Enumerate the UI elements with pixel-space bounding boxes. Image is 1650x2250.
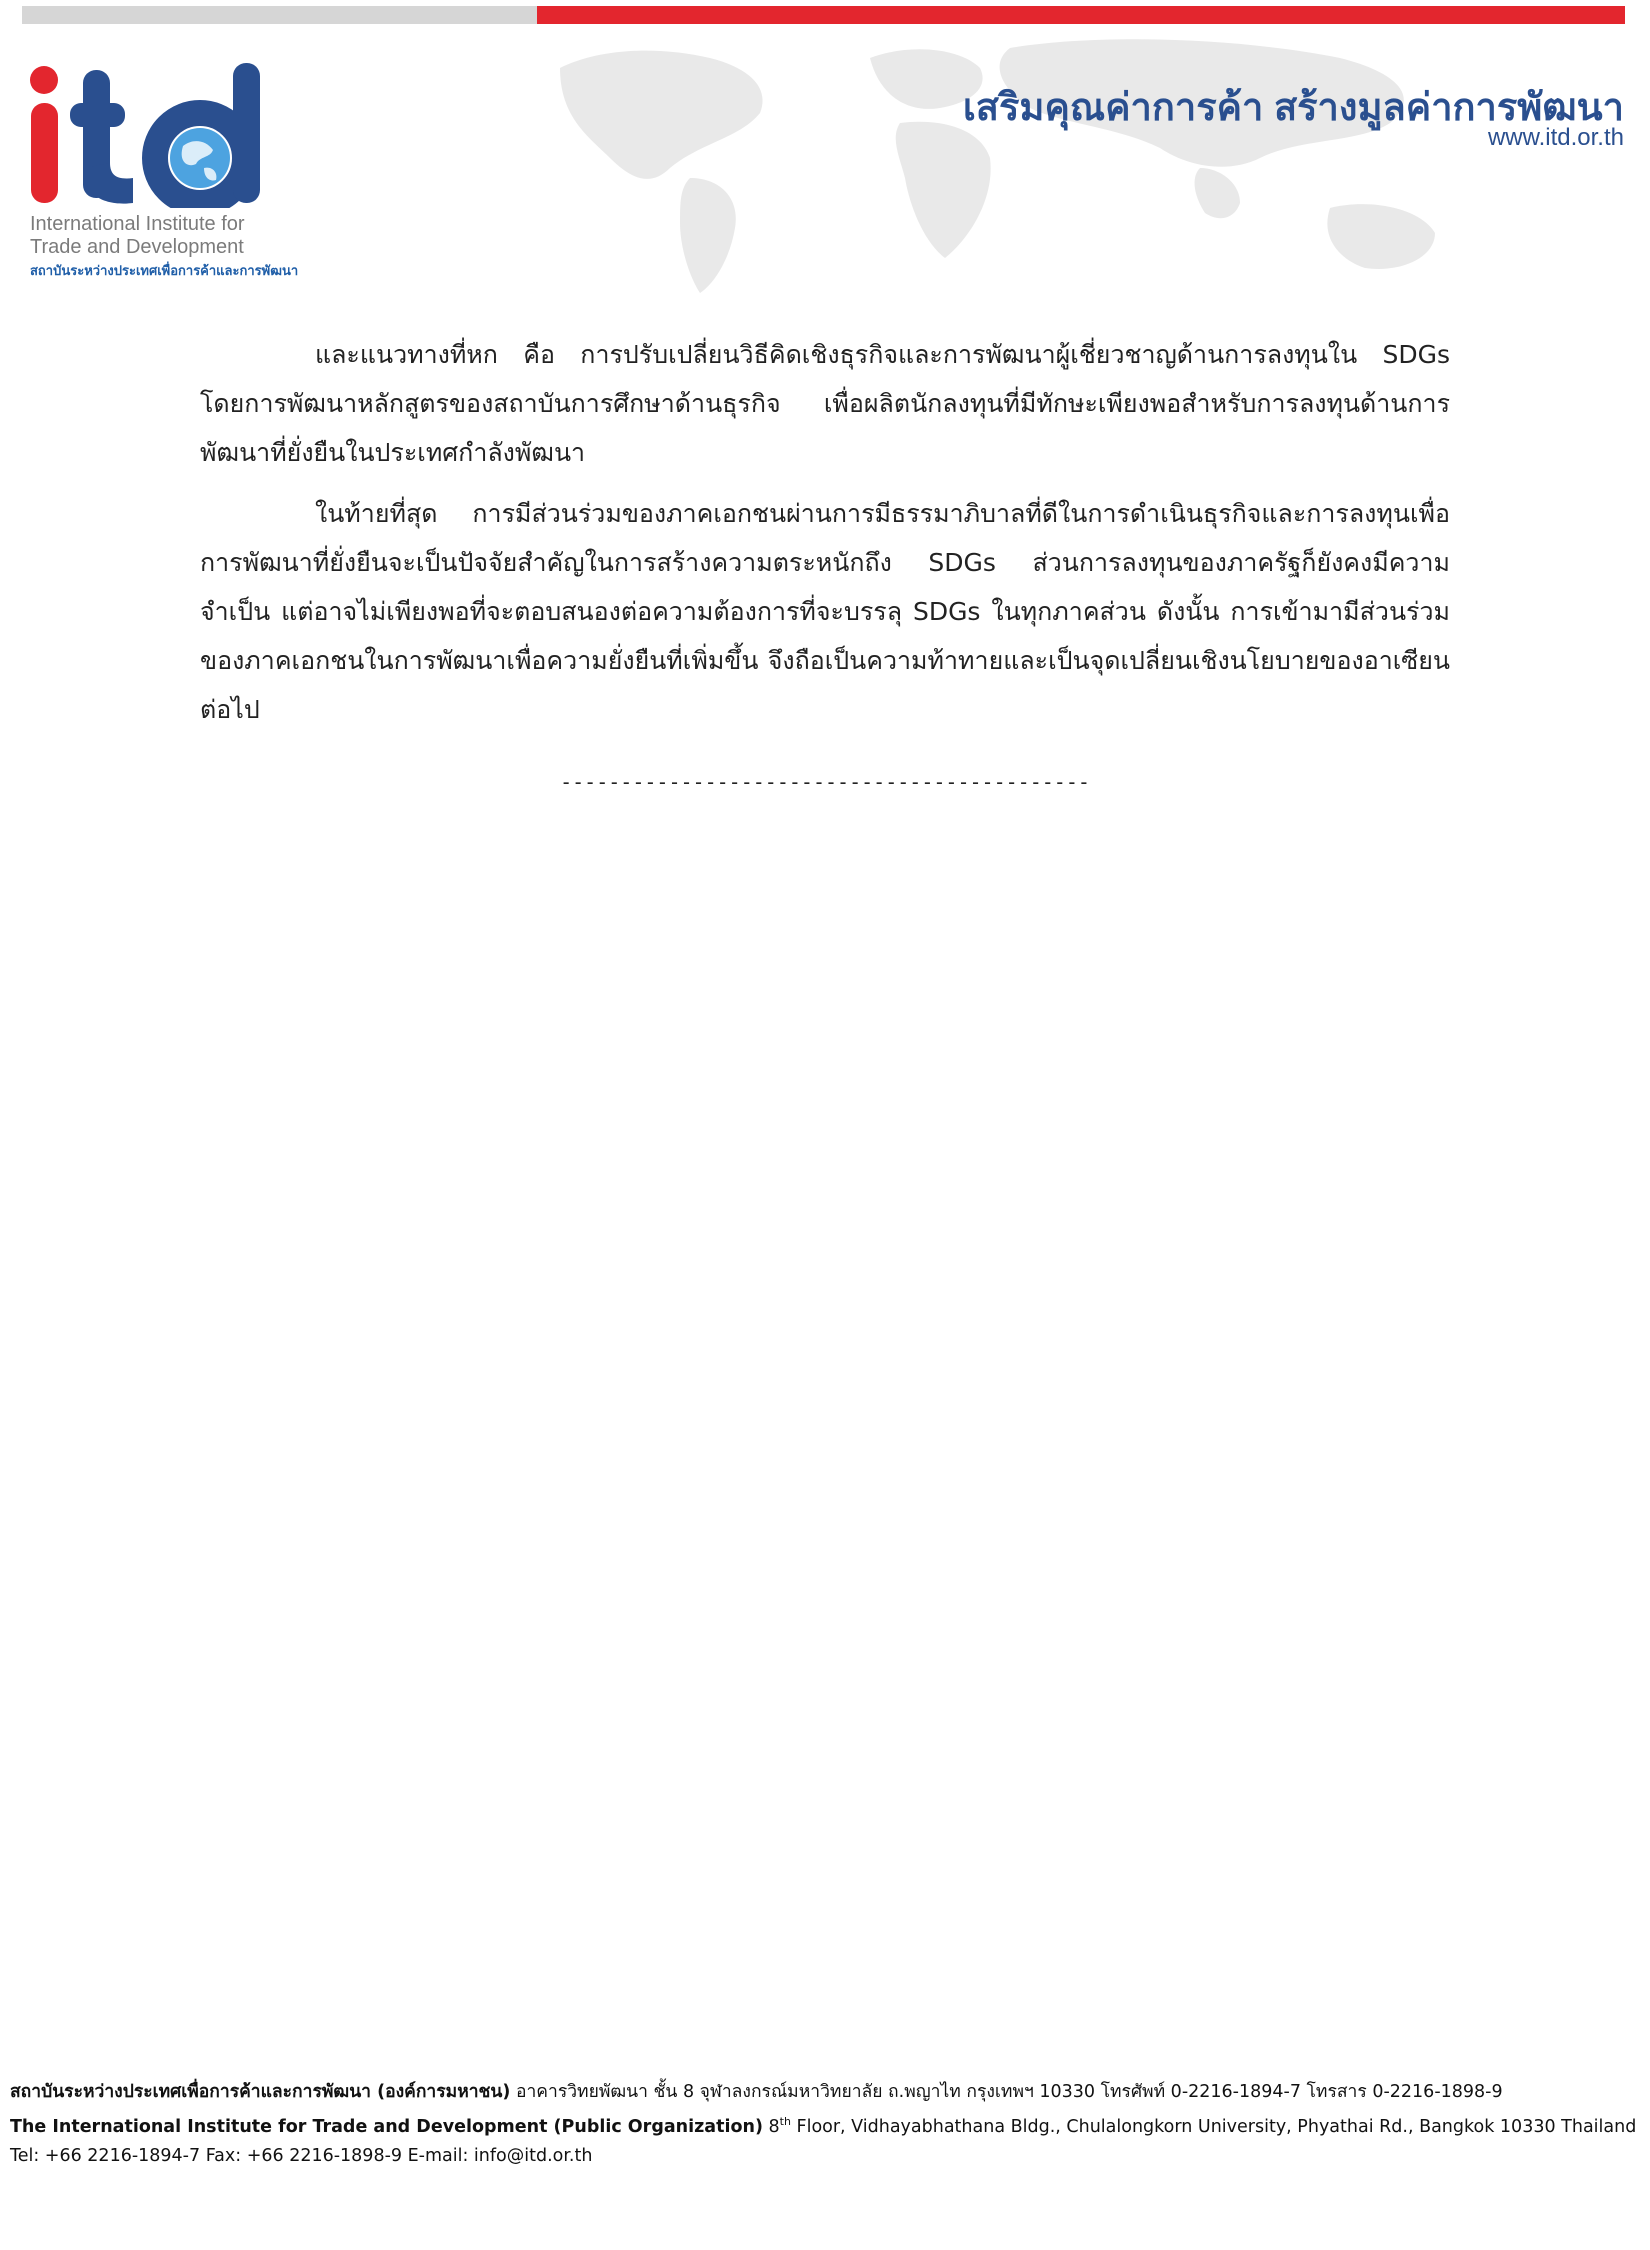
footer <box>10 2078 1640 2171</box>
header-website[interactable]: www.itd.or.th <box>1487 124 1624 151</box>
header-bar-red <box>537 6 1625 24</box>
logo-english-line1: International Institute for <box>30 213 245 235</box>
document-body <box>200 330 1450 746</box>
footer-floor-number: 8 <box>762 2116 780 2137</box>
world-map-background <box>540 28 1630 298</box>
footer-english-org-name: The International Institute for Trade and Development (Public Organization) <box>10 2116 763 2137</box>
footer-contact: Tel: +66 2216-1894-7 Fax: +66 2216-1898-9 E-mail: info@itd.or.th <box>10 2145 593 2166</box>
footer-english-address <box>10 2107 1640 2142</box>
footer-thai-address-text: อาคารวิทยพัฒนา ชั้น 8 จุฬาลงกรณ์มหาวิทยาลัย ถ.พญาไท กรุงเทพฯ 10330 โทรศัพท์ 0-2216-1894-7 โทรสาร 0-2216-1898-9 <box>510 2082 1503 2102</box>
paragraph: ในท้ายที่สุด การมีส่วนร่วมของภาคเอกชนผ่านการมีธรรมาภิบาลที่ดีในการดำเนินธุรกิจและการลงทุนเพื่อการพัฒนาที่ยั่งยืนจะเป็นปัจจัยสำคัญในการสร้างความตระหนักถึง SDGs ส่วนการลงทุนของภาครัฐก็ยังคงมีความจำเป็น แต่อาจไม่เพียงพอที่จะตอบสนองต่อความต้องการที่จะบรรลุ SDGs ในทุกภาคส่วน ดังนั้น การเข้ามามีส่วนร่วมของภาคเอกชนในการพัฒนาเพื่อความยั่งยืนที่เพิ่มขึ้น จึงถือเป็นความท้าทายและเป็นจุดเปลี่ยนเชิงนโยบายของอาเซียนต่อไป <box>200 499 1450 724</box>
end-divider: -------------------------------------------- <box>560 770 1090 794</box>
logo-english-line2: Trade and Development <box>30 236 244 258</box>
header-bar-gray <box>22 6 537 24</box>
footer-floor-suffix: th <box>779 2115 791 2128</box>
footer-thai-org-name: สถาบันระหว่างประเทศเพื่อการค้าและการพัฒนา (องค์การมหาชน) <box>10 2082 511 2102</box>
logo-thai-name: สถาบันระหว่างประเทศเพื่อการค้าและการพัฒนา <box>30 263 299 278</box>
footer-thai-address <box>10 2078 1640 2107</box>
itd-logo-mark <box>28 58 288 208</box>
header-slogan: เสริมคุณค่าการค้า สร้างมูลค่าการพัฒนา <box>962 87 1624 129</box>
footer-english-address-text: Floor, Vidhayabhathana Bldg., Chulalongkorn University, Phyathai Rd., Bangkok 10330 Thailand <box>790 2116 1637 2137</box>
paragraph: และแนวทางที่หก คือ การปรับเปลี่ยนวิธีคิดเชิงธุรกิจและการพัฒนาผู้เชี่ยวชาญด้านการลงทุนใน SDGs โดยการพัฒนาหลักสูตรของสถาบันการศึกษาด้านธุรกิจ เพื่อผลิตนักลงทุนที่มีทักษะเพียงพอสำหรับการลงทุนด้านการพัฒนาที่ยั่งยืนในประเทศกำลังพัฒนา <box>200 340 1450 467</box>
itd-logo <box>28 58 298 278</box>
